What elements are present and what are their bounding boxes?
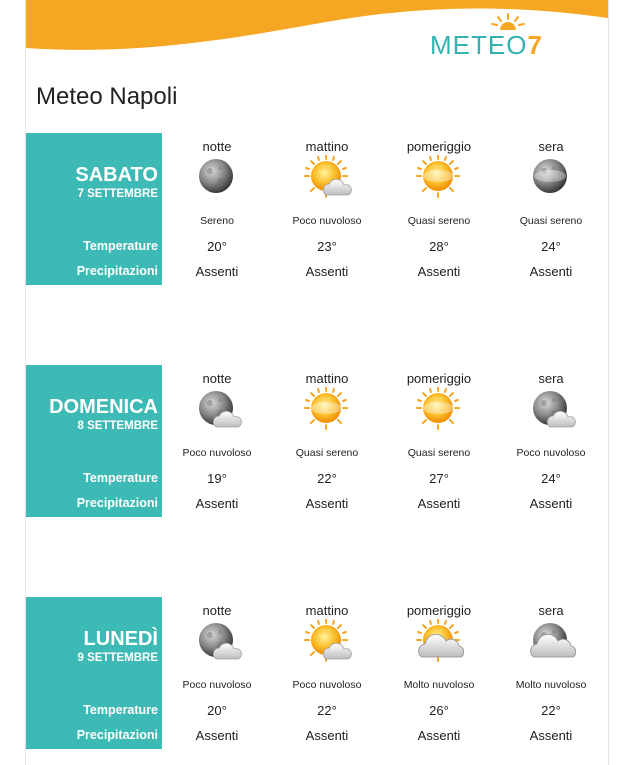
slot-sera (496, 597, 606, 749)
slot-sera (496, 133, 606, 285)
slot-description: Quasi sereno (407, 215, 471, 227)
sun-heavy-cloud-icon (416, 619, 464, 665)
slot-precipitation: Assenti (195, 264, 239, 279)
slot-name: notte (202, 139, 232, 154)
slot-name: mattino (305, 139, 349, 154)
slot-temperature: 24° (541, 471, 561, 486)
day-block-sunday (26, 365, 608, 517)
day-name: SABATO (75, 164, 158, 186)
slot-mattino (272, 365, 382, 517)
slot-description: Poco nuvoloso (182, 679, 252, 691)
day-date: 9 SETTEMBRE (77, 652, 158, 664)
slot-temperature: 23° (317, 239, 337, 254)
slot-precipitation: Assenti (305, 728, 349, 743)
slot-precipitation: Assenti (195, 496, 239, 511)
slot-pomeriggio (384, 365, 494, 517)
slot-precipitation: Assenti (529, 728, 573, 743)
slot-name: mattino (305, 371, 349, 386)
sun-hazy-icon (416, 387, 464, 433)
slot-precipitation: Assenti (195, 728, 239, 743)
slot-pomeriggio (384, 133, 494, 285)
logo-text: METEO7 (430, 30, 543, 60)
moon-clear-icon (194, 155, 242, 201)
sun-hazy-icon (304, 387, 352, 433)
slot-description: Quasi sereno (295, 447, 359, 459)
slot-temperature: 19° (207, 471, 227, 486)
slot-description: Poco nuvoloso (182, 447, 252, 459)
moon-cloud-icon (194, 387, 242, 433)
slot-sera (496, 365, 606, 517)
slot-precipitation: Assenti (305, 496, 349, 511)
slot-precipitation: Assenti (529, 496, 573, 511)
slot-temperature: 22° (541, 703, 561, 718)
logo-sun-icon (490, 12, 526, 30)
temperature-row-label: Temperature (83, 239, 158, 253)
slot-precipitation: Assenti (417, 728, 461, 743)
slot-precipitation: Assenti (305, 264, 349, 279)
forecast-card (25, 0, 609, 765)
slot-temperature: 20° (207, 703, 227, 718)
day-panel (26, 365, 162, 517)
day-name: LUNEDÌ (83, 628, 158, 650)
slot-temperature: 24° (541, 239, 561, 254)
day-date: 7 SETTEMBRE (77, 188, 158, 200)
page-title: Meteo Napoli (36, 83, 178, 110)
sun-cloud-icon (304, 155, 352, 201)
slot-temperature: 26° (429, 703, 449, 718)
slot-description: Sereno (200, 215, 234, 227)
day-block-saturday (26, 133, 608, 285)
slot-notte (162, 365, 272, 517)
slot-temperature: 28° (429, 239, 449, 254)
moon-cloud-icon (528, 387, 576, 433)
moon-cloud-icon (194, 619, 242, 665)
slot-description: Poco nuvoloso (516, 447, 586, 459)
day-panel (26, 133, 162, 285)
slot-notte (162, 133, 272, 285)
slot-name: sera (538, 603, 564, 618)
day-name: DOMENICA (49, 396, 158, 418)
meteo7-logo[interactable] (430, 12, 560, 60)
slot-description: Molto nuvoloso (403, 679, 475, 691)
slot-name: pomeriggio (406, 603, 472, 618)
sun-hazy-icon (416, 155, 464, 201)
slot-name: pomeriggio (406, 371, 472, 386)
slot-name: sera (538, 371, 564, 386)
slot-temperature: 22° (317, 703, 337, 718)
slot-name: pomeriggio (406, 139, 472, 154)
temperature-row-label: Temperature (83, 703, 158, 717)
slot-description: Poco nuvoloso (292, 215, 362, 227)
slot-description: Quasi sereno (519, 215, 583, 227)
moon-hazy-icon (528, 155, 576, 201)
slot-description: Poco nuvoloso (292, 679, 362, 691)
slot-mattino (272, 597, 382, 749)
slot-temperature: 20° (207, 239, 227, 254)
slot-name: notte (202, 371, 232, 386)
day-block-monday (26, 597, 608, 749)
slot-temperature: 22° (317, 471, 337, 486)
moon-heavy-cloud-icon (528, 619, 576, 665)
slot-pomeriggio (384, 597, 494, 749)
slot-name: mattino (305, 603, 349, 618)
sun-cloud-icon (304, 619, 352, 665)
day-panel (26, 597, 162, 749)
slot-description: Molto nuvoloso (515, 679, 587, 691)
slot-precipitation: Assenti (417, 496, 461, 511)
slot-description: Quasi sereno (407, 447, 471, 459)
slot-precipitation: Assenti (417, 264, 461, 279)
day-date: 8 SETTEMBRE (77, 420, 158, 432)
temperature-row-label: Temperature (83, 471, 158, 485)
precipitation-row-label: Precipitazioni (76, 728, 158, 742)
slot-notte (162, 597, 272, 749)
precipitation-row-label: Precipitazioni (76, 264, 158, 278)
slot-name: sera (538, 139, 564, 154)
slot-precipitation: Assenti (529, 264, 573, 279)
slot-temperature: 27° (429, 471, 449, 486)
precipitation-row-label: Precipitazioni (76, 496, 158, 510)
slot-name: notte (202, 603, 232, 618)
slot-mattino (272, 133, 382, 285)
